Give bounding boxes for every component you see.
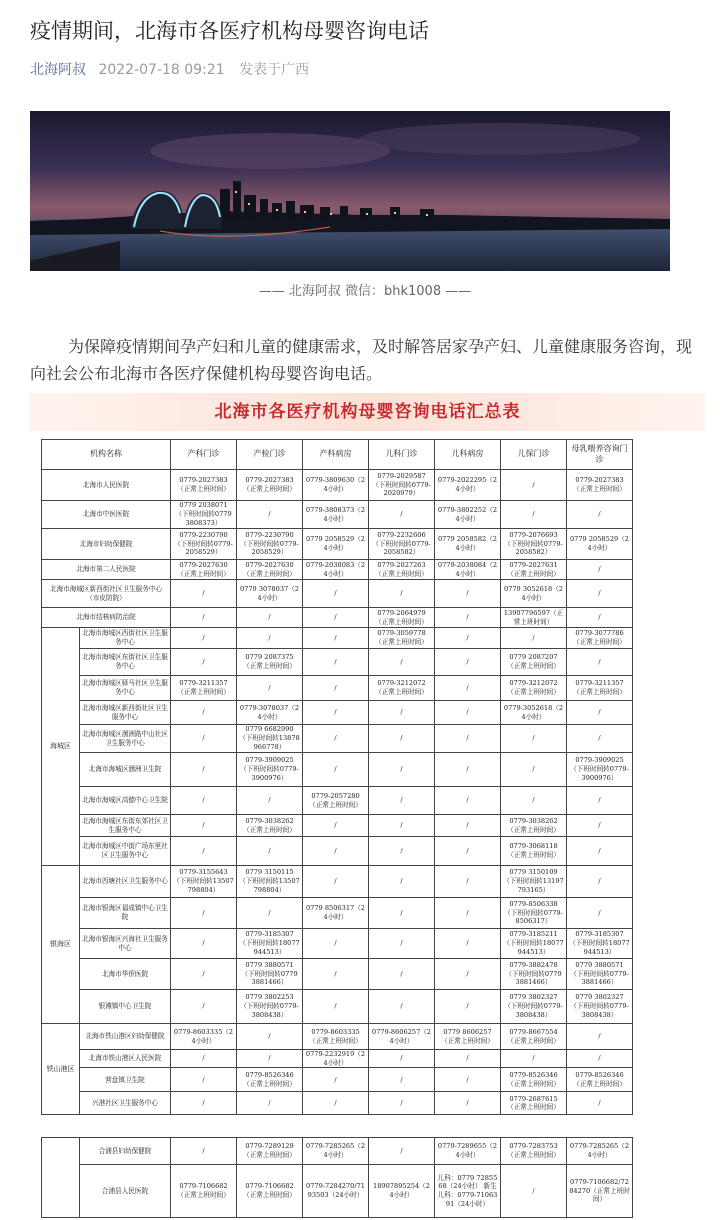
phone-cell: / xyxy=(369,787,435,815)
phone-cell: / xyxy=(435,676,501,701)
institution-name: 北海市海城区高德中心卫生院 xyxy=(80,787,171,815)
phone-cell: 0779-7285265（24小时） xyxy=(567,1138,633,1165)
phone-cell: / xyxy=(171,815,237,837)
phone-cell: 0779 3150115（下班时间转13507798804） xyxy=(237,866,303,898)
phone-cell: / xyxy=(369,898,435,929)
phone-cell: 0779-3212072（正常上班时间） xyxy=(501,676,567,701)
institution-name: 北海市银海区兴海社卫生服务中心 xyxy=(80,929,171,959)
phone-cell: 0779-2064979（正常上班时间） xyxy=(369,608,435,628)
phone-cell: / xyxy=(171,628,237,649)
phone-cell: / xyxy=(501,1165,567,1218)
phone-cell: 0779-3211357（正常上班时间） xyxy=(567,676,633,701)
institution-name: 北海市铁山港区妇幼保健院 xyxy=(80,1024,171,1050)
institution-name: 兴港社区卫生服务中心 xyxy=(80,1092,171,1115)
institution-name: 北海市妇幼保健院 xyxy=(42,529,171,560)
author-link[interactable]: 北海阿叔 xyxy=(30,62,86,78)
phone-cell: 0779-3155643（下班时间转13507798804） xyxy=(171,866,237,898)
phone-cell: 0779-8606257（24小时） xyxy=(369,1024,435,1050)
phone-cell: / xyxy=(501,725,567,753)
phone-cell: 0779-8526346（正常上班时间） xyxy=(501,1068,567,1092)
phone-cell: 0779-2232919（24小时） xyxy=(303,1050,369,1068)
intro-paragraph: 为保障疫情期间孕产妇和儿童的健康需求，及时解答居家孕产妇、儿童健康服务咨询，现向社会公布北海市各医疗保健机构母婴咨询电话。 xyxy=(30,337,693,383)
phone-cell: / xyxy=(369,990,435,1024)
phone-cell: / xyxy=(171,608,237,628)
phone-cell: / xyxy=(501,787,567,815)
hero-image xyxy=(30,111,670,271)
phone-cell: 0779-2027263（正常上班时间） xyxy=(369,560,435,580)
phone-cell: / xyxy=(171,1092,237,1115)
phone-cell: / xyxy=(501,470,567,501)
institution-name: 北海市人民医院 xyxy=(42,470,171,501)
table-row xyxy=(42,753,633,787)
phone-cell: 0779-2038083（24小时） xyxy=(303,560,369,580)
header-cell: 儿保门诊 xyxy=(501,440,567,470)
phone-cell: / xyxy=(369,1092,435,1115)
institution-name: 北海市海城区西街社区卫生服务中心 xyxy=(80,628,171,649)
phone-cell: 0779 3880571（下班时间转0779-3881466） xyxy=(567,959,633,990)
phone-cell: 0779-3802252（24小时） xyxy=(435,501,501,529)
table-row xyxy=(42,608,633,628)
district-label xyxy=(42,1138,80,1218)
phone-cell: 0779-7284270/7193503（24小时） xyxy=(303,1165,369,1218)
phone-cell: 0779-3068118（正常上班时间） xyxy=(501,837,567,866)
phone-cell: / xyxy=(303,753,369,787)
table-banner xyxy=(30,393,705,431)
phone-cell: 儿科：0779 7285568（24小时） 新生儿科：0779-7106391（24小时） xyxy=(435,1165,501,1218)
phone-cell: / xyxy=(567,649,633,676)
phone-cell: 0779-2027383（正常上班时间） xyxy=(567,470,633,501)
phone-cell: / xyxy=(369,501,435,529)
phone-cell: / xyxy=(171,649,237,676)
institution-name: 北海市海城区中街广场东里社区卫生服务中心 xyxy=(80,837,171,866)
table-row xyxy=(42,1050,633,1068)
table-header-row xyxy=(42,440,633,470)
institution-name: 北海市海城区涠洲卫生院 xyxy=(80,753,171,787)
phone-cell: 0779 2087207（正常上班时间） xyxy=(501,649,567,676)
phone-cell: 0779-2027631（正常上班时间） xyxy=(501,560,567,580)
phone-cell: / xyxy=(369,959,435,990)
table-title: 北海市各医疗机构母婴咨询电话汇总表 xyxy=(214,402,521,422)
phone-cell: / xyxy=(171,898,237,929)
institution-name: 北海市海城区驿马社区卫生服务中心 xyxy=(80,676,171,701)
phone-cell: / xyxy=(369,837,435,866)
phone-cell: / xyxy=(435,725,501,753)
phone-cell: / xyxy=(435,787,501,815)
table-row xyxy=(42,1068,633,1092)
phone-cell: 0779-2230790（下班时间转0779-2058529） xyxy=(237,529,303,560)
phone-cell: 0779-7106682（正常上班时间） xyxy=(171,1165,237,1218)
phone-cell: 0779-8603335（正常上班时间） xyxy=(303,1024,369,1050)
phone-cell: / xyxy=(435,959,501,990)
phone-cell: / xyxy=(567,787,633,815)
phone-cell: / xyxy=(435,990,501,1024)
phone-cell: 0779 3802253（下班时间转0779-3808438） xyxy=(237,990,303,1024)
phone-cell: 0779-2027630（正常上班时间） xyxy=(171,560,237,580)
institution-name: 北海市西塘社区卫生服务中心 xyxy=(80,866,171,898)
phone-cell: / xyxy=(237,628,303,649)
phone-cell: / xyxy=(171,1138,237,1165)
phone-cell: 0779-3212072（正常上班时间） xyxy=(369,676,435,701)
phone-cell: / xyxy=(369,1050,435,1068)
phone-cell: 0779-8526346（正常上班时间） xyxy=(237,1068,303,1092)
phone-cell: / xyxy=(237,787,303,815)
institution-name: 北海市铁山港区人民医院 xyxy=(80,1050,171,1068)
phone-cell: / xyxy=(567,898,633,929)
phone-cell: / xyxy=(435,815,501,837)
institution-name: 营盘镇卫生院 xyxy=(80,1068,171,1092)
table-row xyxy=(42,815,633,837)
phone-cell: / xyxy=(303,649,369,676)
phone-cell: 0779 8606257（正常上班时间） xyxy=(435,1024,501,1050)
institution-name: 北海市第二人民医院 xyxy=(42,560,171,580)
phone-cell: 0779-8526346（正常上班时间） xyxy=(567,1068,633,1092)
phone-cell: / xyxy=(171,990,237,1024)
phone-cell: / xyxy=(237,1024,303,1050)
publish-time: 2022-07-18 09:21 xyxy=(98,62,225,78)
table-row xyxy=(42,898,633,929)
table-row xyxy=(42,725,633,753)
header-cell: 产检门诊 xyxy=(237,440,303,470)
phone-cell: 0779-2232606（下班时间转0779-2058582） xyxy=(369,529,435,560)
table-row xyxy=(42,787,633,815)
table-row xyxy=(42,990,633,1024)
phone-cell: 0779 2058529（24小时） xyxy=(303,529,369,560)
phone-cell: 0779-3808373（24小时） xyxy=(303,501,369,529)
phone-cell: 0779-2076693（下班时间转0779-2058582） xyxy=(501,529,567,560)
phone-cell: / xyxy=(303,959,369,990)
phone-cell: / xyxy=(501,753,567,787)
phone-cell: 0779-3809630（24小时） xyxy=(303,470,369,501)
phone-cell: / xyxy=(303,725,369,753)
phone-cell: 0779-3078037（24小时） xyxy=(237,701,303,725)
phone-cell: / xyxy=(567,608,633,628)
phone-cell: / xyxy=(435,649,501,676)
table-row xyxy=(42,529,633,560)
phone-cell: 0779-2038084（24小时） xyxy=(435,560,501,580)
phone-cell: / xyxy=(567,837,633,866)
district-label: 银海区 xyxy=(42,866,80,1024)
table-row xyxy=(42,676,633,701)
phone-cell: 0779 3052618（24小时） xyxy=(501,580,567,608)
phone-cell: / xyxy=(369,701,435,725)
phone-cell: / xyxy=(435,608,501,628)
phone-cell: 0779-8667554（正常上班时间） xyxy=(501,1024,567,1050)
phone-cell: / xyxy=(171,1050,237,1068)
phone-cell: / xyxy=(303,701,369,725)
phone-cell: / xyxy=(369,580,435,608)
phone-cell: 0779-3038262（正常上班时间） xyxy=(237,815,303,837)
phone-cell: 0779 8506317（24小时） xyxy=(303,898,369,929)
phone-cell: 0779 3802327（下班时间转0779-3808438） xyxy=(567,990,633,1024)
table-row xyxy=(42,649,633,676)
article-title: 疫情期间，北海市各医疗机构母婴咨询电话 xyxy=(30,19,429,43)
phone-cell: / xyxy=(435,1092,501,1115)
phone-cell: 0779-3909025（下班时间转0779-3900976） xyxy=(237,753,303,787)
institution-name: 北海市海城区新西街社区卫生服务中心 xyxy=(80,701,171,725)
table-row xyxy=(42,959,633,990)
institution-name: 北海市海城区涠洲路中山社区卫生服务中心 xyxy=(80,725,171,753)
consult-table-hepu xyxy=(41,1137,633,1218)
phone-cell: 0779 3078037（24小时） xyxy=(237,580,303,608)
phone-cell: / xyxy=(435,929,501,959)
table-row xyxy=(42,628,633,649)
phone-cell: 0779 2058529（24小时） xyxy=(567,529,633,560)
phone-cell: / xyxy=(369,866,435,898)
phone-cell: / xyxy=(237,898,303,929)
phone-cell: / xyxy=(501,628,567,649)
table-row xyxy=(42,701,633,725)
phone-cell: 0779-3882478（下班时间转0779 3881466） xyxy=(501,959,567,990)
phone-cell: 0779-3909025（下班时间转0779-3900976） xyxy=(567,753,633,787)
phone-cell: 0779-2022295（24小时） xyxy=(435,470,501,501)
phone-cell: / xyxy=(501,501,567,529)
phone-cell: / xyxy=(567,815,633,837)
phone-cell: 0779-2027383（正常上班时间） xyxy=(171,470,237,501)
phone-cell: 0779-2029587（下班时间转0779-2020979） xyxy=(369,470,435,501)
district-label: 海城区 xyxy=(42,628,80,866)
institution-name: 北海市结核病防治院 xyxy=(42,608,171,628)
phone-cell: / xyxy=(303,1092,369,1115)
phone-cell: / xyxy=(369,929,435,959)
header-cell: 母乳喂养咨询门诊 xyxy=(567,440,633,470)
table-row xyxy=(42,929,633,959)
phone-cell: / xyxy=(303,837,369,866)
phone-cell: 0779-7106682/7284270（正常上班时间） xyxy=(567,1165,633,1218)
phone-cell: 0779-3077786（正常上班时间） xyxy=(567,628,633,649)
phone-cell: 0779 3150109（下班时间转13197793165） xyxy=(501,866,567,898)
phone-cell: 0779-2027383（正常上班时间） xyxy=(237,470,303,501)
phone-cell: 0779-7285265（24小时） xyxy=(303,1138,369,1165)
phone-cell: / xyxy=(435,866,501,898)
phone-cell: / xyxy=(435,1068,501,1092)
phone-cell: / xyxy=(303,676,369,701)
phone-cell: / xyxy=(171,725,237,753)
phone-cell: 0779 3802327（下班时间转0779-3808438） xyxy=(501,990,567,1024)
phone-cell: / xyxy=(303,815,369,837)
phone-cell: / xyxy=(567,1024,633,1050)
article-meta xyxy=(30,59,309,79)
district-label: 铁山港区 xyxy=(42,1024,80,1115)
phone-cell: / xyxy=(369,815,435,837)
phone-cell: / xyxy=(435,580,501,608)
phone-cell: / xyxy=(567,866,633,898)
institution-name: 北海市海城区东街东郊社区卫生服务中心 xyxy=(80,815,171,837)
phone-cell: / xyxy=(435,753,501,787)
phone-cell: 0779-2057280（正常上班时间） xyxy=(303,787,369,815)
table-row xyxy=(42,1138,633,1165)
phone-cell: / xyxy=(435,1050,501,1068)
phone-cell: / xyxy=(303,990,369,1024)
phone-cell: / xyxy=(435,628,501,649)
phone-cell: 18907895254（24小时） xyxy=(369,1165,435,1218)
phone-cell: 0779-8506338（下班时间转0779-8506317） xyxy=(501,898,567,929)
phone-cell: / xyxy=(567,1092,633,1115)
phone-cell: / xyxy=(567,580,633,608)
table-row xyxy=(42,1165,633,1218)
phone-cell: / xyxy=(369,1138,435,1165)
phone-cell: / xyxy=(171,753,237,787)
table-row xyxy=(42,580,633,608)
phone-cell: / xyxy=(369,753,435,787)
table-row xyxy=(42,837,633,866)
phone-cell: 0779 2038071（下班时间转0779 3808373） xyxy=(171,501,237,529)
phone-cell: 0779-7289129（正常上班时间） xyxy=(237,1138,303,1165)
header-cell: 产科病房 xyxy=(303,440,369,470)
table-row xyxy=(42,501,633,529)
phone-cell: / xyxy=(567,560,633,580)
phone-cell: / xyxy=(237,1050,303,1068)
table-row xyxy=(42,1024,633,1050)
phone-cell: 0779-3038262（正常上班时间） xyxy=(501,815,567,837)
header-cell: 儿科门诊 xyxy=(369,440,435,470)
phone-cell: 0779-7106682（正常上班时间） xyxy=(237,1165,303,1218)
phone-cell: 0779-7289655（24小时） xyxy=(435,1138,501,1165)
phone-cell: / xyxy=(171,929,237,959)
institution-name: 合浦县妇幼保健院 xyxy=(80,1138,171,1165)
phone-cell: 0779-3052618（24小时） xyxy=(501,701,567,725)
phone-cell: / xyxy=(171,580,237,608)
phone-cell: / xyxy=(237,837,303,866)
phone-cell: / xyxy=(303,580,369,608)
phone-cell: 0779 6682990（下班时间转13878966778） xyxy=(237,725,303,753)
phone-cell: / xyxy=(237,608,303,628)
phone-cell: / xyxy=(369,1068,435,1092)
institution-name: 北海市华侨医院 xyxy=(80,959,171,990)
phone-cell: 0779-3185307（下班时间转18077944513） xyxy=(567,929,633,959)
header-cell: 机构名称 xyxy=(42,440,171,470)
city-night-panorama-icon xyxy=(30,111,670,271)
phone-cell: / xyxy=(303,628,369,649)
table-row xyxy=(42,560,633,580)
phone-cell: 0779-7283753（正常上班时间） xyxy=(501,1138,567,1165)
header-cell: 儿科病房 xyxy=(435,440,501,470)
phone-cell: / xyxy=(303,1068,369,1092)
phone-cell: / xyxy=(567,725,633,753)
phone-cell: / xyxy=(237,1092,303,1115)
phone-cell: 0779-2230790（下班时间转0779-2058529） xyxy=(171,529,237,560)
phone-cell: / xyxy=(501,1050,567,1068)
header-cell: 产科门诊 xyxy=(171,440,237,470)
phone-cell: / xyxy=(303,866,369,898)
phone-cell: / xyxy=(435,898,501,929)
phone-cell: / xyxy=(171,1068,237,1092)
phone-cell: / xyxy=(435,837,501,866)
consult-table xyxy=(41,439,633,1115)
phone-cell: / xyxy=(435,701,501,725)
table-row xyxy=(42,470,633,501)
institution-name: 北海市银海区福成镇中心卫生院 xyxy=(80,898,171,929)
image-caption: —— 北海阿叔 微信：bhk1008 —— xyxy=(258,284,472,299)
phone-cell: 0779 3880571（下班时间转0779 3881466） xyxy=(237,959,303,990)
phone-cell: / xyxy=(237,501,303,529)
phone-cell: 0779 2058582（24小时） xyxy=(435,529,501,560)
institution-name: 北海市海城区东街社区卫生服务中心 xyxy=(80,649,171,676)
phone-cell: 0779-3059778（正常上班时间） xyxy=(369,628,435,649)
phone-cell: / xyxy=(303,929,369,959)
phone-cell: / xyxy=(237,676,303,701)
phone-cell: 0779 2087375（正常上班时间） xyxy=(237,649,303,676)
phone-cell: / xyxy=(303,608,369,628)
phone-cell: 13907796597（正常上班时间） xyxy=(501,608,567,628)
institution-name: 银滩镇中心卫生院 xyxy=(80,990,171,1024)
institution-name: 合浦县人民医院 xyxy=(80,1165,171,1218)
institution-name: 北海市中医医院 xyxy=(42,501,171,529)
phone-cell: 0779-3185211（下班时间转18077944513） xyxy=(501,929,567,959)
table-row xyxy=(42,866,633,898)
phone-cell: / xyxy=(369,649,435,676)
phone-cell: / xyxy=(369,725,435,753)
phone-cell: / xyxy=(567,1050,633,1068)
phone-cell: / xyxy=(171,787,237,815)
phone-cell: 0779-2027630（正常上班时间） xyxy=(237,560,303,580)
phone-cell: 0779-3211357（正常上班时间） xyxy=(171,676,237,701)
phone-cell: / xyxy=(171,837,237,866)
publish-location: 发表于广西 xyxy=(239,62,310,78)
institution-name: 北海市海城区新西街社区卫生服务中心（市皮防院） xyxy=(42,580,171,608)
phone-cell: / xyxy=(171,701,237,725)
table-row xyxy=(42,1092,633,1115)
phone-cell: 0779-2687615（正常上班时间） xyxy=(501,1092,567,1115)
phone-cell: / xyxy=(567,701,633,725)
phone-cell: / xyxy=(567,501,633,529)
phone-cell: 0779-8603335（24小时） xyxy=(171,1024,237,1050)
phone-cell: 0779-3185307（下班时间转18077944513） xyxy=(237,929,303,959)
phone-cell: / xyxy=(171,959,237,990)
